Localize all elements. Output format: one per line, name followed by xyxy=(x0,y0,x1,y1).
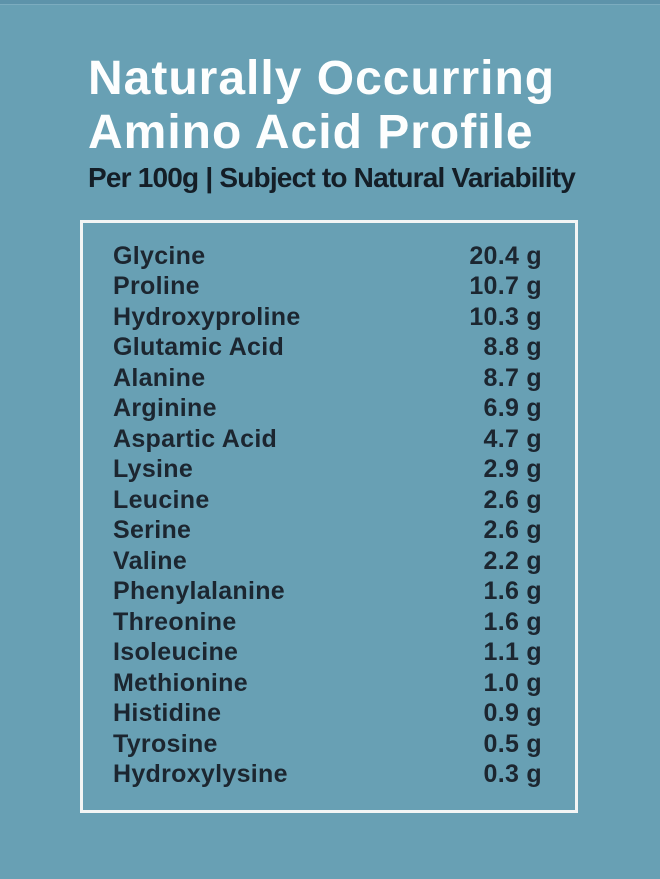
table-row xyxy=(113,577,542,608)
amino-acid-name: Isoleucine xyxy=(113,638,239,667)
title-line-2: Amino Acid Profile xyxy=(88,106,534,159)
amino-acid-value: 1.6 g xyxy=(483,607,542,636)
amino-acid-value: 0.3 g xyxy=(483,760,542,789)
table-row xyxy=(113,302,542,333)
amino-acid-value: 1.1 g xyxy=(483,638,542,667)
top-edge-strip xyxy=(0,0,660,5)
table-row xyxy=(113,241,542,272)
amino-acid-value: 1.0 g xyxy=(483,668,542,697)
table-row xyxy=(113,546,542,577)
table-row xyxy=(113,485,542,516)
table-rows xyxy=(83,223,575,790)
table-row xyxy=(113,668,542,699)
table-row xyxy=(113,516,542,547)
amino-acid-name: Hydroxylysine xyxy=(113,760,288,789)
amino-acid-name: Arginine xyxy=(113,394,217,423)
amino-acid-name: Methionine xyxy=(113,668,248,697)
amino-acid-value: 0.9 g xyxy=(483,699,542,728)
amino-acid-value: 20.4 g xyxy=(469,241,542,270)
amino-acid-name: Valine xyxy=(113,546,188,575)
amino-acid-name: Alanine xyxy=(113,363,206,392)
table-row xyxy=(113,333,542,364)
amino-acid-value: 10.7 g xyxy=(469,272,542,301)
table-row xyxy=(113,638,542,669)
amino-acid-value: 10.3 g xyxy=(469,302,542,331)
amino-acid-name: Phenylalanine xyxy=(113,577,286,606)
table-row xyxy=(113,455,542,486)
amino-acid-name: Tyrosine xyxy=(113,729,218,758)
amino-acid-name: Threonine xyxy=(113,607,237,636)
amino-acid-value: 2.6 g xyxy=(483,516,542,545)
amino-acid-value: 0.5 g xyxy=(483,729,542,758)
amino-acid-name: Glutamic Acid xyxy=(113,333,285,362)
amino-acid-value: 2.6 g xyxy=(483,485,542,514)
amino-acid-value: 2.2 g xyxy=(483,546,542,575)
title-line-1: Naturally Occurring xyxy=(88,52,556,105)
page-subtitle: Per 100g | Subject to Natural Variability xyxy=(88,162,575,193)
amino-acid-table xyxy=(80,220,578,813)
amino-acid-value: 1.6 g xyxy=(483,577,542,606)
table-row xyxy=(113,607,542,638)
amino-acid-value: 4.7 g xyxy=(483,424,542,453)
amino-acid-name: Proline xyxy=(113,272,200,301)
table-row xyxy=(113,424,542,455)
amino-acid-name: Aspartic Acid xyxy=(113,424,278,453)
table-row xyxy=(113,394,542,425)
table-row xyxy=(113,272,542,303)
amino-acid-name: Lysine xyxy=(113,455,194,484)
amino-acid-name: Histidine xyxy=(113,699,222,728)
amino-acid-name: Leucine xyxy=(113,485,210,514)
amino-acid-value: 8.8 g xyxy=(483,333,542,362)
table-row xyxy=(113,699,542,730)
table-row xyxy=(113,363,542,394)
table-row xyxy=(113,729,542,760)
amino-acid-name: Glycine xyxy=(113,241,206,270)
amino-acid-value: 6.9 g xyxy=(483,394,542,423)
amino-acid-name: Hydroxyproline xyxy=(113,302,301,331)
page-title xyxy=(88,52,555,160)
amino-acid-name: Serine xyxy=(113,516,192,545)
table-row xyxy=(113,760,542,791)
amino-acid-value: 2.9 g xyxy=(483,455,542,484)
amino-acid-value: 8.7 g xyxy=(483,363,542,392)
